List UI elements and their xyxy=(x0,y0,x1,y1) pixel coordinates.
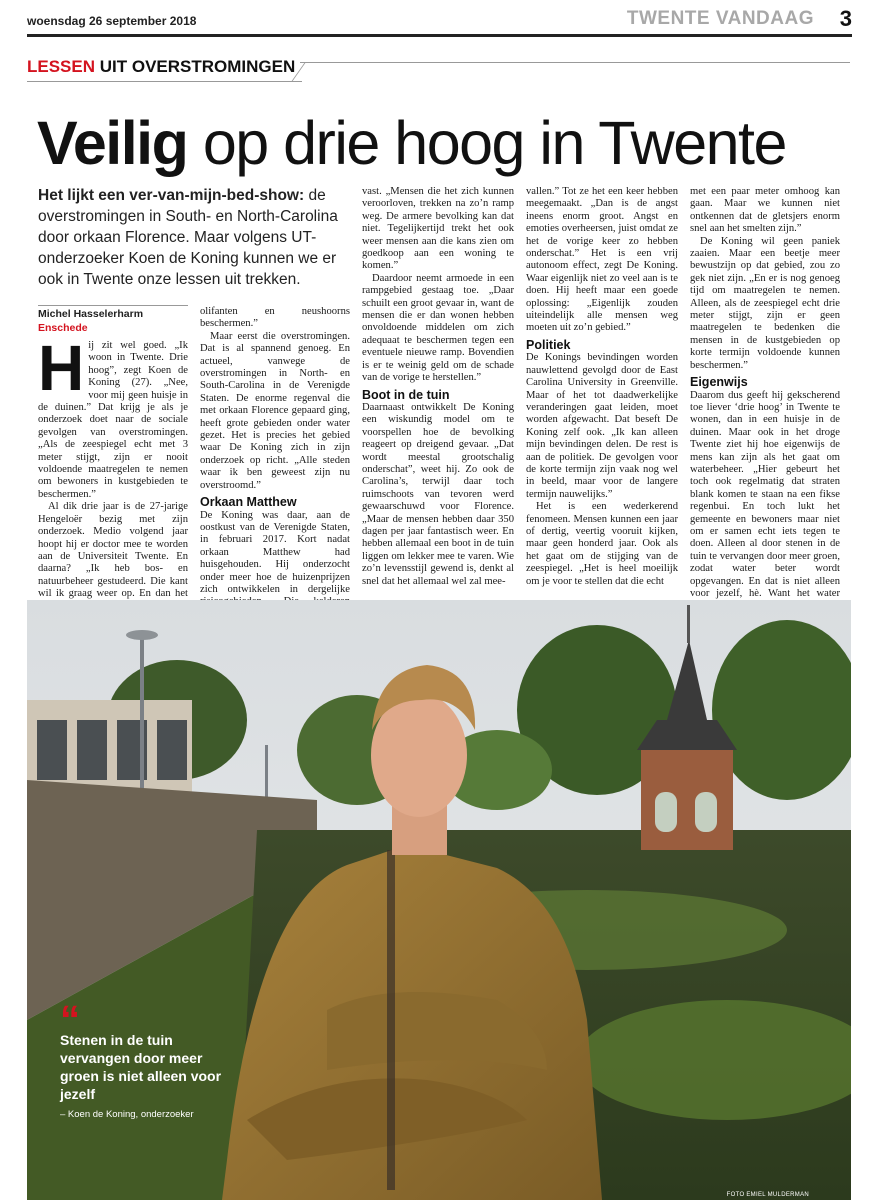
byline xyxy=(38,305,188,334)
rubric-red: LESSEN xyxy=(27,57,96,76)
article-column-4 xyxy=(526,186,678,588)
article-column-2 xyxy=(200,306,350,621)
paragraph: De Koning was daar, aan de oostkust van de Verenigde Staten, in februari 2017. Kort nadat orkaan Matthew had huisgehouden. Hij onderzocht onder meer hoe de huizenprijzen zich ontwikkelen in dergelijke xyxy=(200,509,350,595)
issue-date: woensdag 26 september 2018 xyxy=(27,14,197,28)
article-column-3 xyxy=(362,186,514,588)
article-column-1 xyxy=(38,332,188,613)
paragraph: Het is een wederkerend fenomeen. Mensen kunnen een jaar of dertig, veertig vooruit kijken, maar geen honderd jaar. Ook als het gaat om de stijging van de zeespiegel. „Het is heel moeilijk om je voor te stellen dat die echt xyxy=(526,501,678,587)
intro-bold: Het lijkt een ver-van-mijn-bed-show: xyxy=(38,187,305,204)
paragraph: vast. „Mensen die het zich kunnen veroorloven, trekken na zo’n ramp weg. De armere bevolking kan dat niet. Tegelijkertijd trekt het ook weer mensen aan die kans zien om goedkoop aan een woning te komen.” xyxy=(362,186,514,272)
rubric-black: UIT OVERSTROMINGEN xyxy=(99,57,296,76)
photo-credit: FOTO EMIEL MULDERMAN xyxy=(726,1192,809,1198)
section-title: TWENTE VANDAAG xyxy=(626,8,814,29)
paragraph: vallen.” Tot ze het een keer hebben meegemaakt. „Dan is de angst ineens enorm groot. Angst en emoties overheersen, juist omdat ze het de vorige keer zo hebben onderschat.” Het is een vrij autonoom effect, zegt De Koning. Waar eigenlijk niet zo veel aan is te doen. Hij heeft maar een goede oplossing: „Eigenlijk zouden uiteindelijk alle mensen weg moeten uit zo’n gebied.” xyxy=(526,186,678,334)
headline xyxy=(37,108,786,178)
subheading: Orkaan Matthew xyxy=(200,495,297,510)
quote-mark-icon: “ xyxy=(60,998,80,1042)
headline-bold: Veilig xyxy=(37,109,188,177)
pull-quote xyxy=(60,998,230,1120)
page-header xyxy=(27,8,852,37)
rubric-rule xyxy=(300,62,850,63)
paragraph: olifanten en neushoorns beschermen.” xyxy=(200,306,350,330)
paragraph: Al dik drie jaar is de 27-jarige Hengeloër bezig met zijn onderzoek. Medio volgend jaar hoopt hij er doctor mee te worden aan de Universiteit Twente. En daarna? „Ik heb bos- en natuurbeheer gestudeerd. Die kant wil ik graag weer op. En dan het xyxy=(38,501,188,600)
paragraph: Daarom dus geeft hij gekscherend toe liever ‘drie hoog’ in Twente te wonen, dan in een huisje in de duinen. Maar ook in het droge Twente ziet hij hoe eigenwijs de mens kan zijn als het gaat om waterbeheer. „Hier gebeurt het toch ook regelmatig dat straten blank komen te staan na een fikse regenbui. En toch lukt het gemeente en bewoners maar niet om er samen echt iets tegen te doen. Alleen al door stenen in de tuin te vervangen door meer groen, zodat water beter wordt opgevangen. En dat is niet alleen voor jezelf, hè. Want het water xyxy=(690,389,840,599)
subheading: Politiek xyxy=(526,337,571,352)
paragraph: De Konings bevindingen worden nauwlettend gevolgd door de East Carolina University in Greenville. Maar of het tot daadwerkelijke veranderingen gaat leiden, moet worden afgewacht. Dat beseft De Koning zelf ook. „Ik kan alleen mijn bevindingen delen. De rest is aan de politiek. De gevolgen voor de korte termijn zijn vaak nog wel in beeld, maar voor de langere termijn nauwelijks.” xyxy=(526,352,678,500)
quote-text: Stenen in de tuin vervangen door meer groen is niet alleen voor jezelf xyxy=(60,1032,222,1102)
intro xyxy=(38,185,350,290)
paragraph: met een paar meter omhoog kan gaan. Maar we kunnen niet ontkennen dat de gletsjers enorm snel aan het smelten zijn.” xyxy=(690,186,840,235)
page-number: 3 xyxy=(839,6,852,31)
author-name: Michel Hasselerharm xyxy=(38,308,144,320)
rubric-underline xyxy=(27,81,302,82)
headline-rest: op drie hoog in Twente xyxy=(202,109,786,177)
intro-text: de overstromingen in South- en North-Carolina door orkaan Florence. Maar volgens UT-onderzoeker Koen de Koning kunnen we er ook in Twente onze lessen uit trekken. xyxy=(38,187,338,288)
article-column-5 xyxy=(690,186,840,613)
paragraph: ij zit wel goed. „Ik woon in Twente. Drie hoog”, zegt Koen de Koning (27). „Nee, voor mij geen huisje in de duinen.” Dat krijg je als je onderzoek doet naar de sociale gevolgen van overstromingen. „Als de zeespiegel echt met 3 meter stijgt, zijn er nooit voldoende maatregelen te nemen om bewoners in kustgebieden te beschermen.” xyxy=(38,340,188,500)
quote-attribution: – Koen de Koning, onderzoeker xyxy=(60,1109,194,1120)
subheading: Eigenwijs xyxy=(690,375,748,390)
paragraph: Maar eerst die overstromingen. Dat is al spannend genoeg. En actueel, vanwege de overstromingen in North- en South-Carolina in de Verenigde Staten. De enorme regenval die met orkaan Florence gepaard ging, heeft grote gebieden onder water gezet. Het is precies het gebied waar De Koning zich in zijn onderzoek op richt. „Alle steden waar ik ben geweest zijn nu overstroomd.” xyxy=(200,330,350,491)
paragraph: De Koning wil geen paniek zaaien. Maar een beetje meer bewustzijn op dat gebied, zou zo gek niet zijn. „En er is nog genoeg tijd om maatregelen te nemen. Alleen, als de zeespiegel echt drie meter stijgt, zijn er geen maatregelen te bedenken die mensen in de kustgebieden op korte termijn voldoende kunnen beschermen.” xyxy=(690,235,840,371)
rubric xyxy=(27,57,307,81)
paragraph: Daarnaast ontwikkelt De Koning een wiskundig model om te voorspellen hoe de bevolking reageert op dreigend gevaar. „Dat wordt meestal grootschalig onderschat”, weet hij. Zo ook de Carolina’s, terwijl daar toch ruimschoots van tevoren werd gewaarschuwd voor Florence. „Maar de mensen hebben daar 350 dagen per jaar fantastisch weer. En hebben allemaal een boot in de tuin liggen om lekker mee te varen. Wie zo’n levensstijl gewend is, denkt al snel dat het allemaal wel zal mee- xyxy=(362,401,514,587)
subheading: Boot in de tuin xyxy=(362,387,450,402)
dateline-place: Enschede xyxy=(38,322,88,334)
paragraph: Daardoor neemt armoede in een rampgebied gestaag toe. „Daar schuilt een groot gevaar in, want de mensen die er dan wonen hebben onvoldoende middelen om zich adequaat te beschermen tegen een eventuele nieuwe ramp. Bovendien is er te weinig geld om de schade van de vorige te herstellen.” xyxy=(362,272,514,384)
drop-cap: H xyxy=(38,332,85,404)
